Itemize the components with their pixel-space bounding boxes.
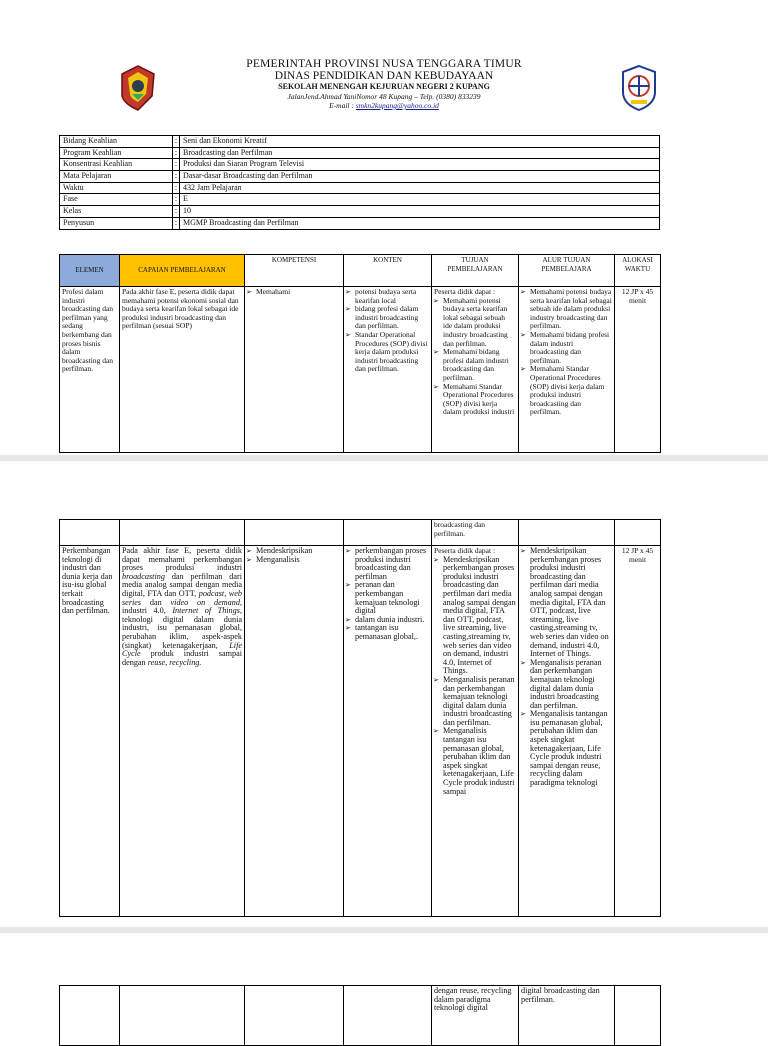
capaian-text: Internet of Things [172,606,240,616]
list-item: ➢ Memahami potensi budaya serta kearifan lokal sebagai sebuah ide dalam produksi industry broadcasting dan perfilman. [443,297,516,349]
empty-cell [615,986,661,1046]
col-header-capaian: CAPAIAN PEMBELAJARAN [120,255,245,287]
info-separator: : [173,171,180,183]
table-row [60,520,661,546]
curriculum-table-page3 [59,985,661,1046]
letterhead-line2: DINAS PENDIDIKAN DAN KEBUDAYAAN [274,70,494,82]
info-separator: : [173,159,180,171]
tujuan-intro: Peserta didik dapat : [434,546,496,555]
info-value: MGMP Broadcasting dan Perfilman [180,217,660,229]
info-label: Fase [60,194,173,206]
info-value: Broadcasting dan Perfilman [180,147,660,159]
info-separator: : [173,182,180,194]
list-item: ➢ bidang profesi dalam industri broadcasting dan perfilman. [355,305,429,331]
cell-elemen: Perkembangan teknologi di industri dan dunia kerja dan isu-isu global terkait broadcasting dan perfilman. [60,546,120,917]
capaian-text: Pada akhir fase E, peserta didik dapat memahami perkembangan proses produksi industri [122,546,242,573]
subject-info-table [59,135,660,230]
info-label: Kelas [60,206,173,218]
info-value: Seni dan Ekonomi Kreatif [180,136,660,148]
capaian-text: produk industri sampai dengan [122,649,242,667]
cell-tujuan [432,546,519,917]
list-item: ➢ Memahami potensi budaya serta kearifan lokal sebagai sebuah ide dalam produksi industry broadcasting dan perfilman. [530,288,612,331]
cell-konten [344,287,432,453]
empty-cell [519,520,615,546]
col-header-tujuan: TUJUAN PEMBELAJARAN [432,255,519,287]
info-separator: : [173,206,180,218]
capaian-text: dan [141,597,171,607]
info-value: Produksi dan Siaran Program Televisi [180,159,660,171]
capaian-text: , teknologi digital dalam dunia industri, isu pemanasan global, perubahan iklim, aspek-aspek (singkat) ketenagakerjaan, [122,606,242,650]
cell-alur-continued: digital broadcasting dan perfilman. [519,986,615,1046]
col-header-elemen: ELEMEN [60,255,120,287]
list-item: ➢ Memahami bidang profesi dalam industri broadcasting dan perfilman. [530,331,612,365]
capaian-text: broadcasting [122,571,165,581]
col-header-kompetensi: KOMPETENSI [245,255,344,287]
list-item: ➢ Menganalisis tantangan isu pemanasan global, perubahan iklim dan aspek singkat ketenagakerjaan, Life Cycle produk industri sampai dengan reuse, recycling dalam paradigma teknologi [530,710,612,787]
list-item: ➢ Menganalisis tantangan isu pemanasan global, perubahan iklim dan aspek singkat ketenagakerjaan, Life Cycle produk industri sampai [443,727,516,796]
info-separator: : [173,194,180,206]
info-row [60,217,660,229]
info-row [60,194,660,206]
list-item: ➢ tantangan isu pemanasan global,. [355,624,429,641]
info-value: 10 [180,206,660,218]
list-item: ➢ peranan dan perkembangan kemajuan teknologi digital [355,581,429,615]
info-row [60,147,660,159]
table-row [60,986,661,1046]
letterhead [0,58,768,110]
cell-alur [519,287,615,453]
info-label: Bidang Keahlian [60,136,173,148]
empty-cell [120,520,245,546]
list-item: ➢ Mendeskripsikan perkembangan proses produksi industri broadcasting dan perfilman dari media analog sampai dengan media digital, FTA dan OTT, podcast, live streaming, live casting,streaming tv, web series dan video on demand, industri 4.0, Internet of Things. [530,547,612,659]
list-item: ➢ Menganalisis peranan dan perkembangan kemajuan teknologi digital dalam dunia industri broadcasting dan perfilman. [443,676,516,728]
list-item: ➢ potensi budaya serta kearifan local [355,288,429,305]
info-value: Dasar-dasar Broadcasting dan Perfilman [180,171,660,183]
list-item: ➢ Memahami Standar Operational Procedures (SOP) divisi kerja dalam produksi industri broadcasting dan perfilman. [530,365,612,417]
info-separator: : [173,147,180,159]
col-header-alokasi: ALOKASI WAKTU [615,255,661,287]
empty-cell [344,520,432,546]
cell-elemen: Profesi dalam industri broadcasting dan perfilman yang sedang berkembang dan proses bisnis dalam broadcasting dan perfilman. [60,287,120,453]
list-item: ➢ Menganalisis peranan dan perkembangan kemajuan teknologi digital dalam dunia industri broadcasting dan perfilman. [530,659,612,711]
capaian-text: Life Cycle [122,640,242,659]
table-row [60,287,661,453]
email-label: E-mail : [329,101,356,110]
table-row [60,546,661,917]
empty-cell [245,986,344,1046]
list-item: ➢ dalam dunia industri. [355,616,429,625]
col-header-konten: KONTEN [344,255,432,287]
cell-tujuan-continued: broadcasting dan perfilman. [432,520,519,546]
info-label: Program Keahlian [60,147,173,159]
cell-kompetensi [245,287,344,453]
tujuan-intro: Peserta didik dapat : [434,287,496,296]
cell-capaian [120,546,245,917]
curriculum-table-page1 [59,254,661,453]
cell-kompetensi [245,546,344,917]
empty-cell [120,986,245,1046]
cell-capaian: Pada akhir fase E, peserta didik dapat memahami potensi ekonomi sosial dan budaya serta kearifan lokal sebagai ide produksi industri broadcasting dan perfilman (sesuai SOP) [120,287,245,453]
cell-alokasi: 12 JP x 45 menit [615,546,661,917]
empty-cell [344,986,432,1046]
info-label: Mata Pelajaran [60,171,173,183]
page-gap [0,455,768,461]
empty-cell [245,520,344,546]
capaian-text: podcast, web series [122,588,242,607]
list-item: ➢ Memahami Standar Operational Procedures (SOP) divisi kerja dalam produksi industri [443,383,516,417]
info-row [60,182,660,194]
list-item: ➢ Menganalisis [256,556,341,565]
col-header-alur: ALUR TUJUAN PEMBELAJARA [519,255,615,287]
empty-cell [60,986,120,1046]
info-row [60,206,660,218]
info-separator: : [173,136,180,148]
empty-cell [60,520,120,546]
capaian-text: video on demand [170,597,240,607]
cell-tujuan-continued: dengan reuse, recycling dalam paradigma teknologi digital [432,986,519,1046]
cell-alur [519,546,615,917]
capaian-text: reuse, recycling. [147,657,202,667]
info-row [60,159,660,171]
info-separator: : [173,217,180,229]
info-value: 432 Jam Pelajaran [180,182,660,194]
list-item: ➢ Memahami [256,288,341,297]
info-row [60,136,660,148]
capaian-text: dan perfilman dari media analog sampai dengan media digital, FTA dan OTT, [122,571,242,598]
info-value: E [180,194,660,206]
letterhead-email-line [0,101,768,110]
info-label: Waktu [60,182,173,194]
cell-alokasi: 12 JP x 45 menit [615,287,661,453]
list-item: ➢ Memahami bidang profesi dalam industri broadcasting dan perfilman. [443,348,516,382]
capaian-text: , industri 4.0, [122,597,243,616]
table-header-row [60,255,661,287]
list-item: ➢ Mendeskripsikan [256,547,341,556]
curriculum-table-page2 [59,519,661,917]
email-link[interactable]: smkn2kupang@yahoo.co.id [355,101,439,110]
letterhead-address: JalanJend.Ahmad YaniNomor 48 Kupang – Telp. (0380) 833239 [287,92,481,101]
empty-cell [615,520,661,546]
info-label: Penyusun [60,217,173,229]
info-row [60,171,660,183]
letterhead-line3: SEKOLAH MENENGAH KEJURUAN NEGERI 2 KUPANG [278,82,490,91]
page-gap [0,927,768,933]
info-label: Konsentrasi Keahlian [60,159,173,171]
letterhead-line1: PEMERINTAH PROVINSI NUSA TENGGARA TIMUR [246,58,522,70]
list-item: ➢ perkembangan proses produksi industri broadcasting dan perfilman [355,547,429,581]
cell-tujuan [432,287,519,453]
list-item: ➢ Standar Operational Procedures (SOP) divisi kerja dalam produksi industri broadcasting dan perfilman. [355,331,429,374]
list-item: ➢ Mendeskripsikan perkembangan proses produksi industri broadcasting dan perfilman dari media analog sampai dengan media digital, FTA dan OTT, podcast, live streaming, live casting,streaming tv, web series dan video on demand, industri 4.0, Internet of Things. [443,556,516,676]
cell-konten [344,546,432,917]
